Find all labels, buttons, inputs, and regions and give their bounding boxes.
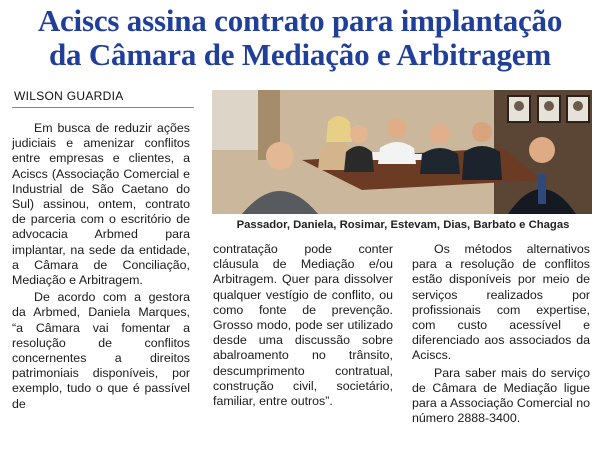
headline xyxy=(8,4,592,72)
byline: WILSON GUARDIA xyxy=(14,89,124,103)
article-column-1 xyxy=(12,121,190,412)
paragraph: De acordo com a gestora da Arbmed, Daniela Marques, “a Câmara vai fomentar a resolução de conflitos concernentes a direitos patrimoniais disponíveis, por exemplo, tudo o que é passível de xyxy=(12,290,190,411)
paragraph: contratação pode conter cláusula de Mediação e/ou Arbitragem. Quer para dissolver qualquer vestígio de conflito, ou como fonte de prevenção. Grosso modo, pode ser utilizado desde uma discussão sobre abalroamento no trânsito, descumprimento contratual, construção civil, societário, familiar, entre outros”. xyxy=(213,242,393,409)
meeting-photo-illustration xyxy=(212,90,592,214)
paragraph: Em busca de reduzir ações judiciais e amenizar conflitos entre empresas e clientes, a Aciscs (Associação Comercial e Industrial de São Caetano do Sul) assinou, ontem, contrato de parceria com o escritório de advocacia Arbmed para implantar, na sede da entidade, a Câmara de Conciliação, Mediação e Arbitragem. xyxy=(12,121,190,288)
article-column-3 xyxy=(412,242,590,426)
paragraph: Os métodos alternativos para a resolução de conflitos estão disponíveis por meio de serviços realizados por profissionais com expertise, com custo acessível e diferenciado aos associados da Aciscs. xyxy=(412,242,590,363)
headline-line-2: da Câmara de Mediação e Arbitragem xyxy=(48,37,551,72)
article-column-2 xyxy=(213,242,393,409)
photo-caption: Passador, Daniela, Rosimar, Estevam, Dias, Barbato e Chagas xyxy=(236,219,570,231)
headline-line-1: Aciscs assina contrato para implantação xyxy=(37,3,563,38)
meeting-photo xyxy=(212,90,592,214)
byline-rule xyxy=(12,107,194,108)
paragraph: Para saber mais do serviço de Câmara de Mediação ligue para a Associação Comercial no número 2888-3400. xyxy=(412,365,590,426)
